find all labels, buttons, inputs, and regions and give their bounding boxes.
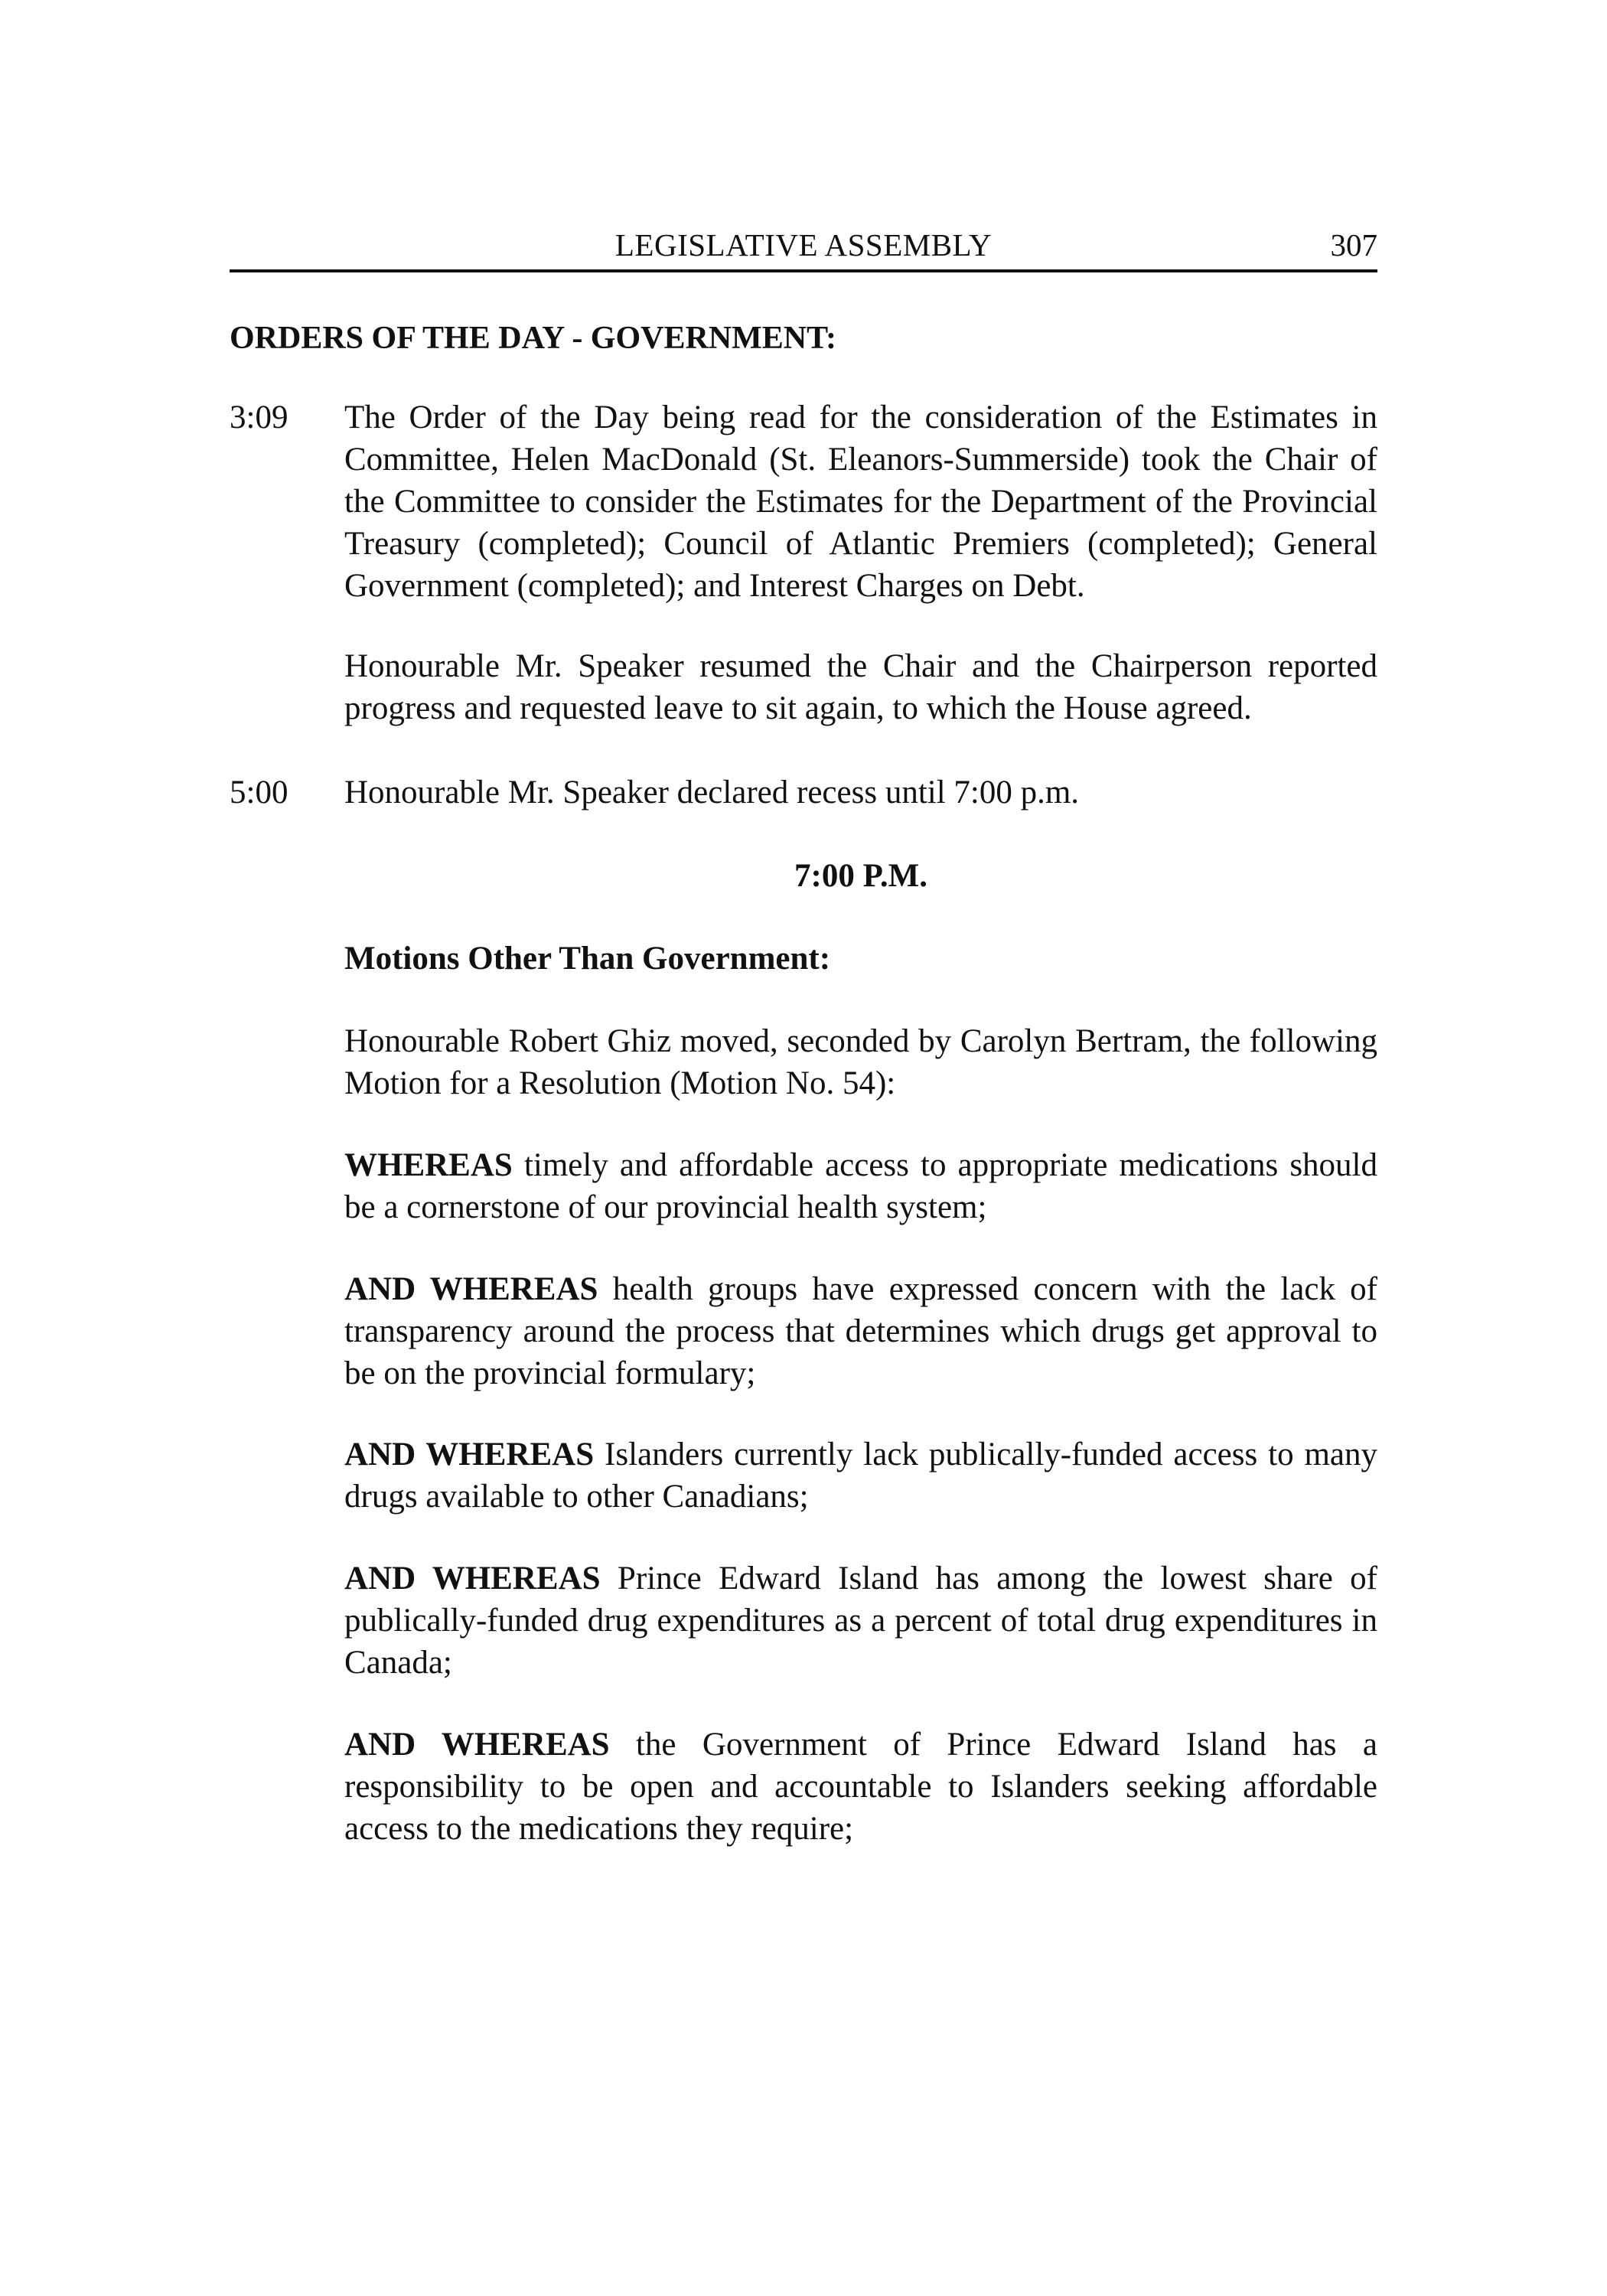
whereas-clause: [344, 1557, 1377, 1684]
whereas-clause: [344, 1144, 1377, 1228]
whereas-clause: [344, 1268, 1377, 1394]
clause-text: Prince Edward Island has among the lowest share of publically-funded drug expenditures as a percent of total drug expenditures in Canada;: [344, 1561, 1377, 1681]
evening-time-heading: 7:00 P.M.: [794, 858, 927, 894]
entry-time: 3:09: [230, 400, 288, 435]
header-title: LEGISLATIVE ASSEMBLY: [614, 227, 993, 263]
clause-keyword: AND WHEREAS: [344, 1437, 595, 1473]
clause-text: health groups have expressed concern with the lack of transparency around the process that determines which drugs get approval to be on the provincial formulary;: [344, 1271, 1378, 1391]
journal-page: [230, 0, 1377, 2296]
whereas-clause: [344, 1724, 1377, 1850]
clause-keyword: AND WHEREAS: [344, 1271, 598, 1307]
clause-keyword: AND WHEREAS: [344, 1727, 610, 1763]
clause-text: timely and affordable access to appropriate medications should be a cornerstone of our provincial health system;: [344, 1147, 1377, 1225]
clause-text: Islanders currently lack publically-funded access to many drugs available to other Canadians;: [344, 1437, 1378, 1515]
clause-keyword: WHEREAS: [344, 1147, 513, 1183]
motion-intro: Honourable Robert Ghiz moved, seconded by Carolyn Bertram, the following Motion for a Resolution (Motion No. 54):: [344, 1023, 1377, 1101]
motions-heading: Motions Other Than Government:: [344, 941, 831, 977]
section-heading: ORDERS OF THE DAY - GOVERNMENT:: [230, 321, 837, 356]
running-header: [230, 222, 1377, 272]
clause-text: the Government of Prince Edward Island has a responsibility to be open and accountable to Islanders seeking affordable access to the medications they require;: [344, 1727, 1378, 1847]
whereas-clause: [344, 1433, 1377, 1518]
entry-text: Honourable Mr. Speaker declared recess until 7:00 p.m.: [344, 775, 1080, 810]
clause-keyword: AND WHEREAS: [344, 1561, 601, 1596]
page-number: 307: [1330, 227, 1377, 263]
entry-time: 5:00: [230, 775, 288, 810]
entry-text: Honourable Mr. Speaker resumed the Chair and the Chairperson reported progress and requested leave to sit again, to which the House agreed.: [344, 648, 1377, 726]
entry-text: The Order of the Day being read for the consideration of the Estimates in Committee, Helen MacDonald (St. Eleanors-Summerside) took the Chair of the Committee to consider the Estimates for the Department of the Provincial Treasury (completed); Council of Atlantic Premiers (completed); General Government (completed); and Interest Charges on Debt.: [344, 400, 1377, 604]
